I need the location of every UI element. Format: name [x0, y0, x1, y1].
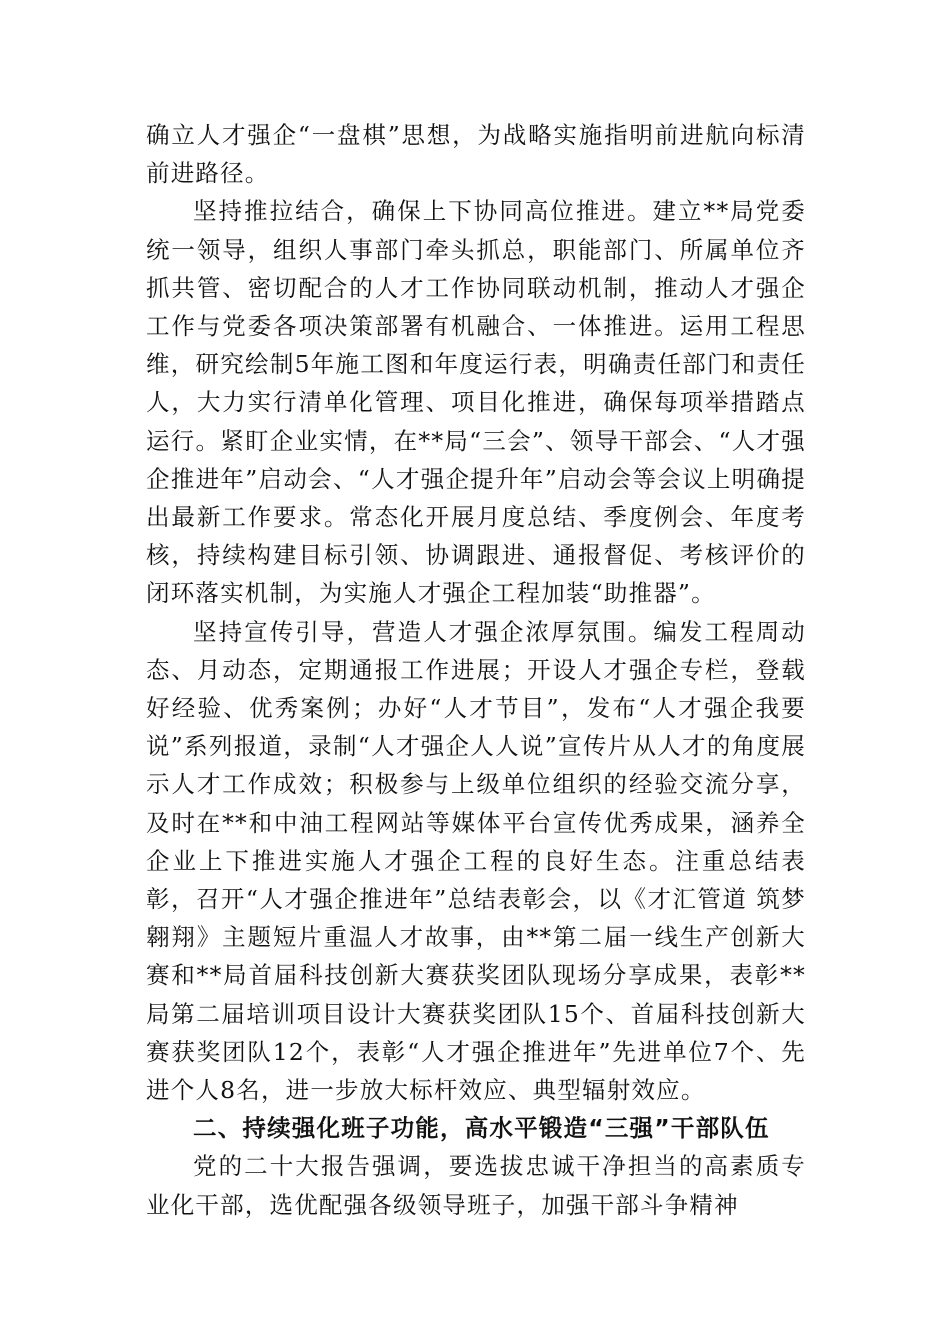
paragraph-cadre: 党的二十大报告强调，要选拔忠诚干净担当的高素质专业化干部，选优配强各级领导班子，加强干部斗争精神	[146, 1152, 806, 1219]
paragraph-publicity: 坚持宣传引导，营造人才强企浓厚氛围。编发工程周动态、月动态，定期通报工作进展；开设人才强企专栏，登载好经验、优秀案例；办好“人才节目”，发布“人才强企我要说”系列报道，录制“人才强企人人说”宣传片从人才的角度展示人才工作成效；积极参与上级单位组织的经验交流分享，及时在**和中油工程网站等媒体平台宣传优秀成果，涵养全企业上下推进实施人才强企工程的良好生态。注重总结表彰，召开“人才强企推进年”总结表彰会，以《才汇管道 筑梦翱翔》主题短片重温人才故事，由**第二届一线生产创新大赛和**局首届科技创新大赛获奖团队现场分享成果，表彰**局第二届培训项目设计大赛获奖团队15个、首届科技创新大赛获奖团队12个，表彰“人才强企推进年”先进单位7个、先进个人8名，进一步放大标杆效应、典型辐射效应。	[146, 617, 806, 1105]
section-heading-2: 二、持续强化班子功能，高水平锻造“三强”干部队伍	[193, 1114, 770, 1143]
paragraph-coordination: 坚持推拉结合，确保上下协同高位推进。建立**局党委统一领导，组织人事部门牵头抓总，职能部门、所属单位齐抓共管、密切配合的人才工作协同联动机制，推动人才强企工作与党委各项决策部署有机融合、一体推进。运用工程思维，研究绘制5年施工图和年度运行表，明确责任部门和责任人，大力实行清单化管理、项目化推进，确保每项举措踏点运行。紧盯企业实情，在**局“三会”、领导干部会、“人才强企推进年”启动会、“人才强企提升年”启动会等会议上明确提出最新工作要求。常态化开展月度总结、季度例会、年度考核，持续构建目标引领、协调跟进、通报督促、考核评价的闭环落实机制，为实施人才强企工程加装“助推器”。	[146, 197, 806, 608]
paragraph-continuation: 确立人才强企“一盘棋”思想，为战略实施指明前进航向标清前进路径。	[146, 121, 806, 188]
document-body	[146, 116, 806, 1224]
